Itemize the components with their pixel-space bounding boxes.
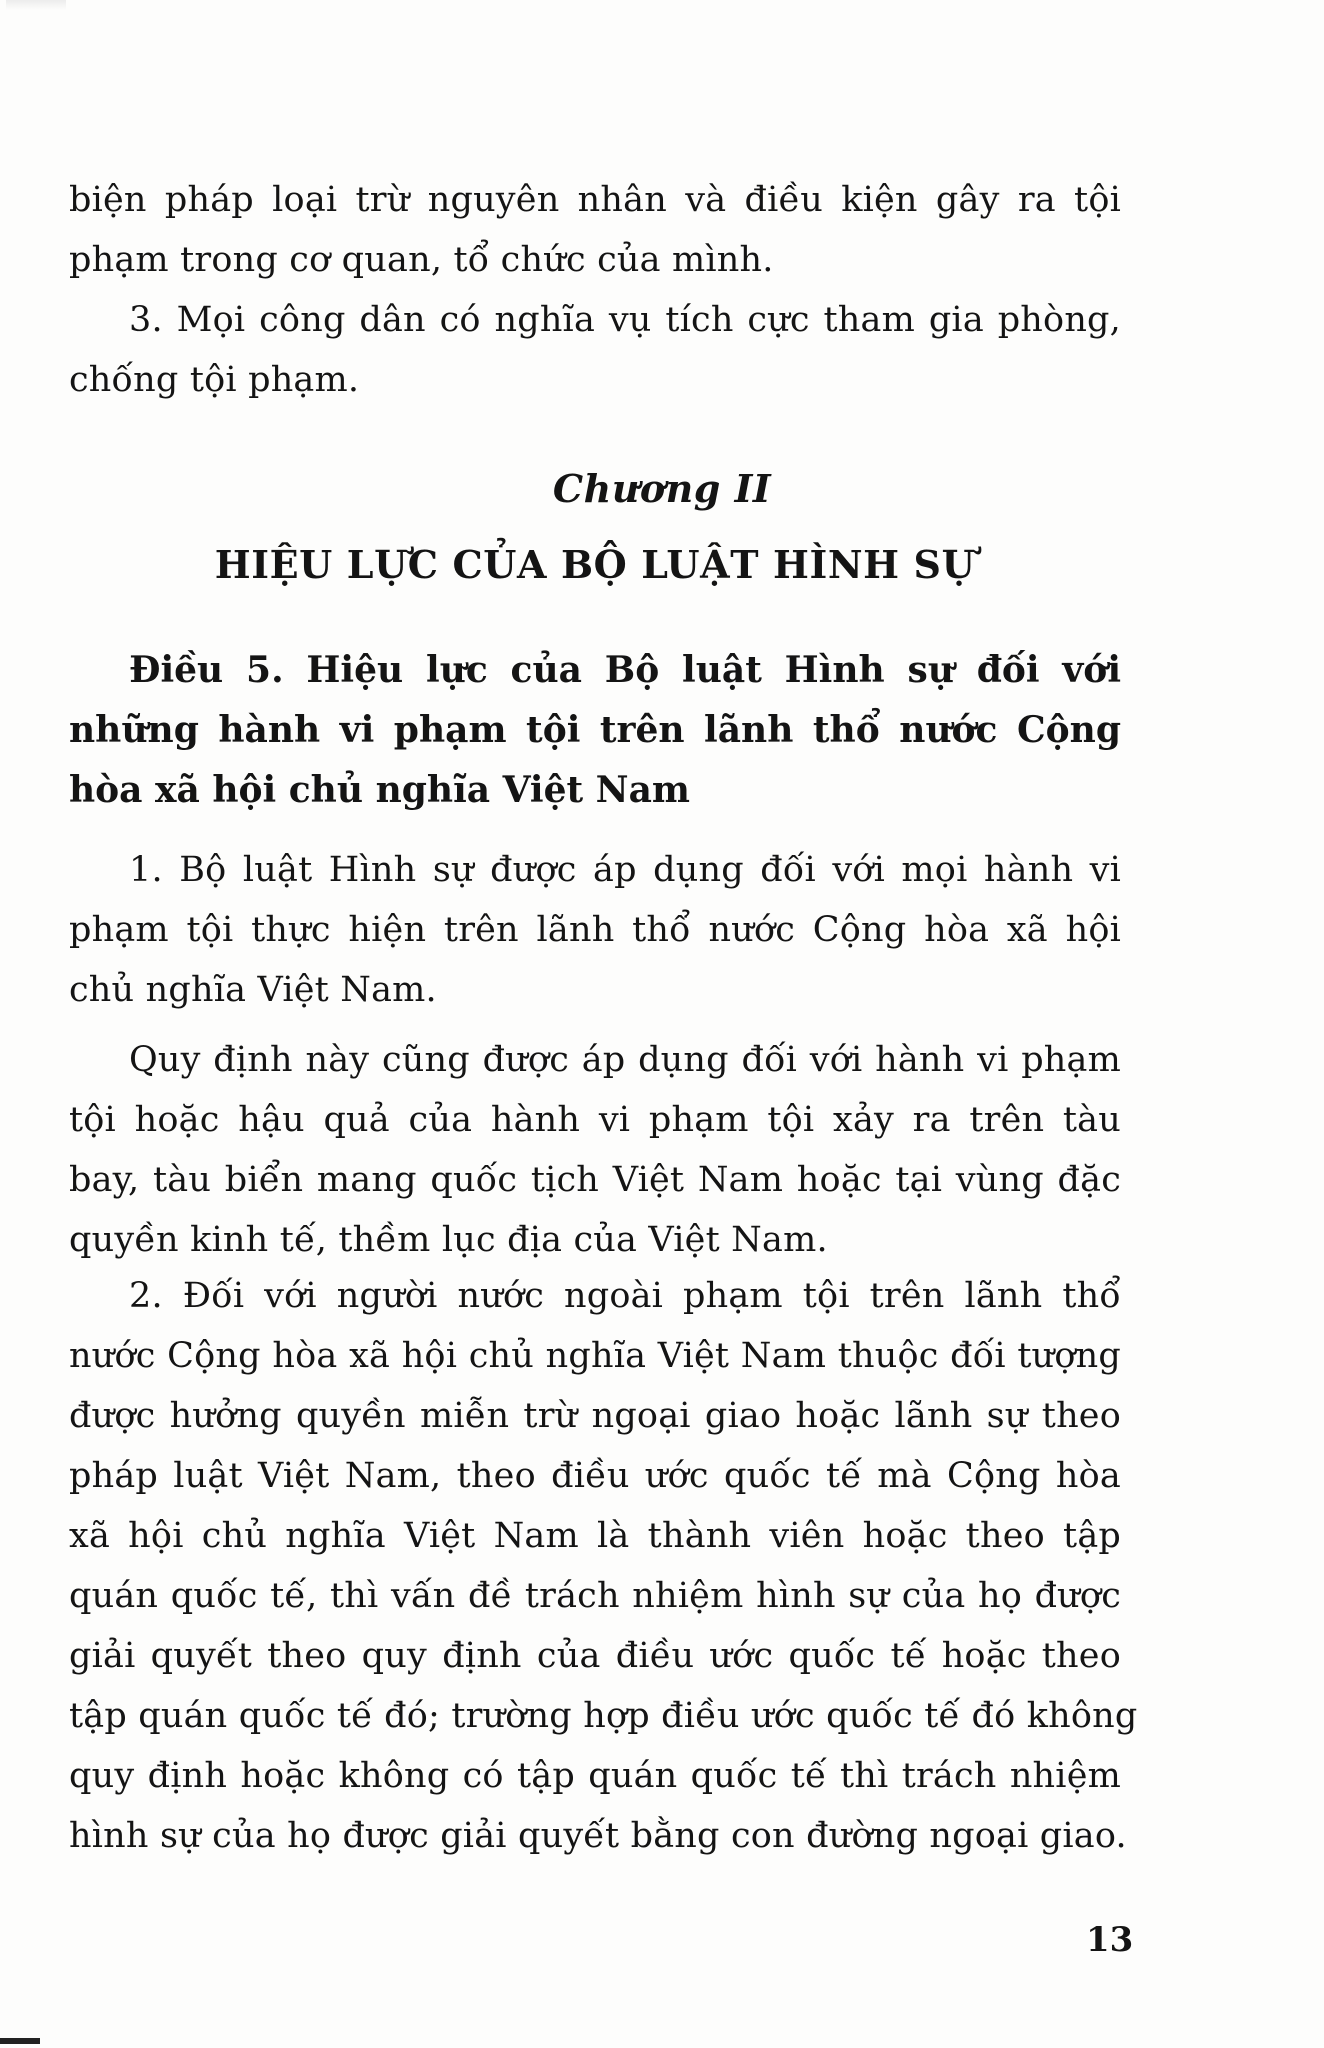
clause-2-line: quán quốc tế, thì vấn đề trách nhiệm hình sự của họ được	[69, 1576, 1121, 1616]
clause-1-p2-line: bay, tàu biển mang quốc tịch Việt Nam hoặc tại vùng đặc	[69, 1160, 1121, 1200]
scan-edge-mark	[0, 2038, 40, 2044]
clause-1	[69, 840, 1121, 1020]
chapter-title: HIỆU LỰC CỦA BỘ LUẬT HÌNH SỰ	[214, 542, 976, 587]
clause-1-p2-line: tội hoặc hậu quả của hành vi phạm tội xảy ra trên tàu	[69, 1100, 1121, 1140]
page-number: 13	[1086, 1920, 1134, 1960]
text-line: phạm trong cơ quan, tổ chức của mình.	[69, 240, 774, 280]
clause-2-line: pháp luật Việt Nam, theo điều ước quốc tế mà Cộng hòa	[69, 1456, 1121, 1496]
clause-2-line: 2. Đối với người nước ngoài phạm tội trên lãnh thổ	[129, 1276, 1121, 1316]
clause-3-line: chống tội phạm.	[69, 360, 360, 400]
clause-1-line: 1. Bộ luật Hình sự được áp dụng đối với mọi hành vi	[129, 850, 1121, 890]
clause-2	[69, 1266, 1138, 1866]
clause-2-line: nước Cộng hòa xã hội chủ nghĩa Việt Nam thuộc đối tượng	[69, 1336, 1121, 1376]
clause-1-line: phạm tội thực hiện trên lãnh thổ nước Cộng hòa xã hội	[69, 910, 1121, 950]
clause-2-line: được hưởng quyền miễn trừ ngoại giao hoặc lãnh sự theo	[69, 1396, 1121, 1436]
article-heading	[69, 640, 1121, 820]
clause-1-line: chủ nghĩa Việt Nam.	[69, 970, 437, 1010]
clause-1-paragraph-2	[69, 1030, 1121, 1270]
clause-2-line: xã hội chủ nghĩa Việt Nam là thành viên hoặc theo tập	[69, 1516, 1121, 1556]
scan-edge-mark	[6, 0, 66, 10]
clause-2-line: quy định hoặc không có tập quán quốc tế thì trách nhiệm	[69, 1756, 1121, 1796]
clause-1-p2-line: Quy định này cũng được áp dụng đối với hành vi phạm	[129, 1040, 1121, 1080]
continuation-paragraph	[69, 170, 1121, 410]
clause-2-line: hình sự của họ được giải quyết bằng con đường ngoại giao.	[69, 1816, 1127, 1856]
article-heading-line: hòa xã hội chủ nghĩa Việt Nam	[69, 769, 690, 811]
clause-2-line: giải quyết theo quy định của điều ước quốc tế hoặc theo	[69, 1636, 1121, 1676]
article-heading-line: Điều 5. Hiệu lực của Bộ luật Hình sự đối với	[129, 649, 1121, 691]
article-heading-line: những hành vi phạm tội trên lãnh thổ nước Cộng	[69, 709, 1121, 751]
text-line: biện pháp loại trừ nguyên nhân và điều kiện gây ra tội	[69, 180, 1121, 220]
chapter-label: Chương II	[552, 466, 772, 511]
clause-1-p2-line: quyền kinh tế, thềm lục địa của Việt Nam.	[69, 1220, 828, 1260]
clause-2-line: tập quán quốc tế đó; trường hợp điều ước quốc tế đó không	[69, 1696, 1138, 1736]
clause-3-line: 3. Mọi công dân có nghĩa vụ tích cực tham gia phòng,	[129, 300, 1121, 340]
